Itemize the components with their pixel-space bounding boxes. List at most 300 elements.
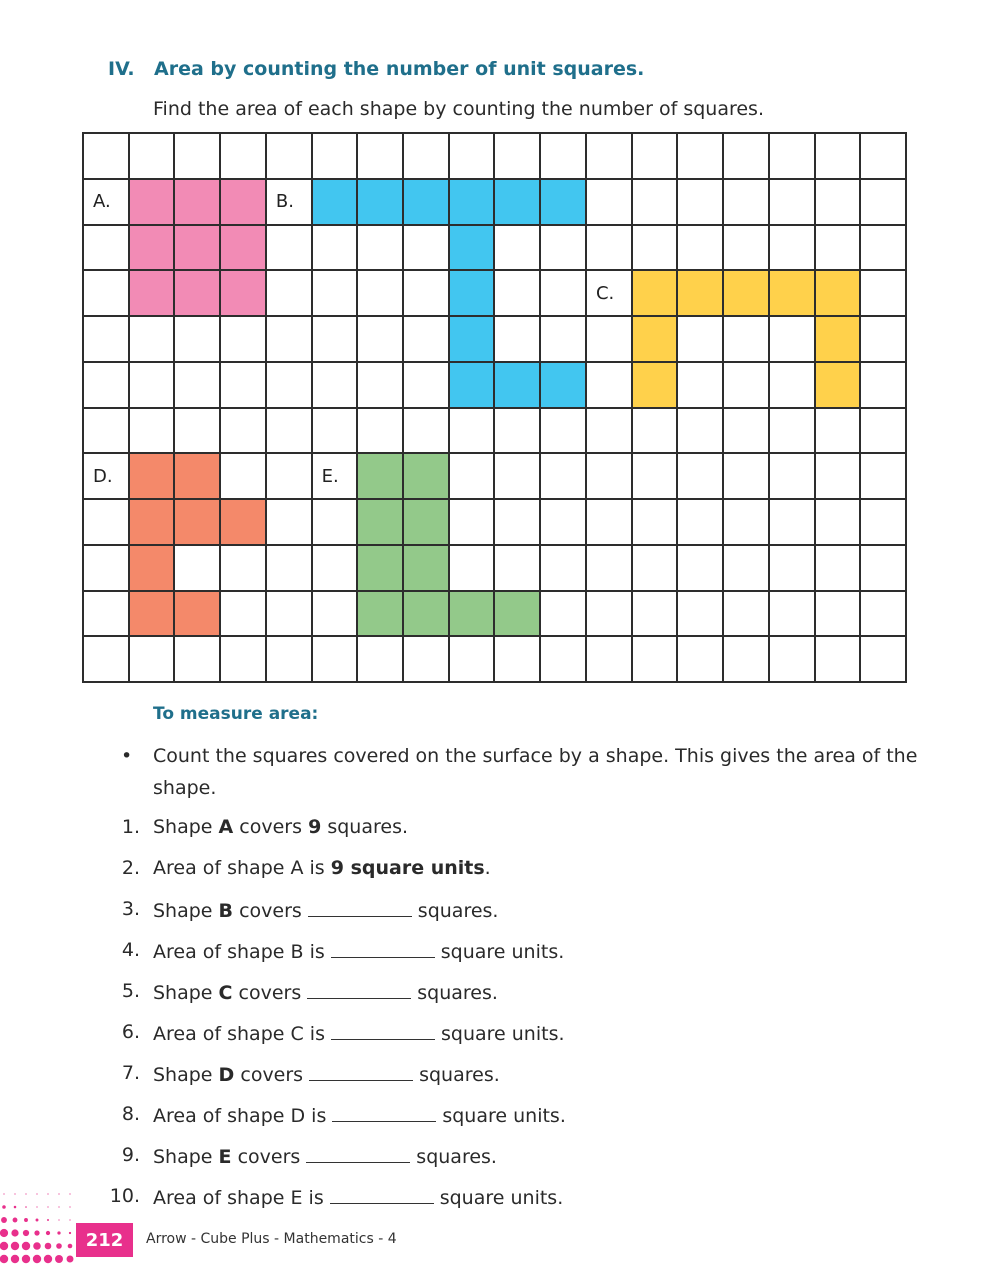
shape-d-square bbox=[175, 454, 221, 500]
grid-cell bbox=[587, 409, 633, 455]
shape-e-square bbox=[404, 592, 450, 638]
grid-cell bbox=[816, 180, 862, 226]
grid-cell bbox=[358, 271, 404, 317]
question-text-part: Shape bbox=[153, 900, 219, 922]
grid-cell bbox=[541, 271, 587, 317]
decorative-dot bbox=[11, 1229, 18, 1236]
question-bold-text: 9 bbox=[308, 816, 322, 838]
question-number: 3. bbox=[121, 898, 140, 920]
shape-a-square bbox=[175, 271, 221, 317]
grid-cell bbox=[450, 546, 496, 592]
grid-cell bbox=[724, 409, 770, 455]
shape-b-square bbox=[313, 180, 359, 226]
grid-cell bbox=[84, 271, 130, 317]
grid-cell bbox=[541, 637, 587, 683]
decorative-dot bbox=[47, 1219, 49, 1221]
grid-cell bbox=[724, 363, 770, 409]
grid-cell bbox=[770, 226, 816, 272]
decorative-dot bbox=[25, 1193, 26, 1194]
answer-blank[interactable] bbox=[309, 1062, 413, 1081]
question-text-part: Area of shape E is bbox=[153, 1187, 324, 1209]
answer-blank[interactable] bbox=[307, 980, 411, 999]
grid-cell bbox=[861, 409, 907, 455]
grid-cell bbox=[587, 363, 633, 409]
shape-b-square bbox=[495, 180, 541, 226]
grid-cell bbox=[541, 409, 587, 455]
grid-cell bbox=[587, 134, 633, 180]
decorative-dot bbox=[56, 1243, 62, 1249]
grid-cell bbox=[861, 180, 907, 226]
grid-cell bbox=[313, 409, 359, 455]
question-number: 9. bbox=[121, 1144, 140, 1166]
grid-cell bbox=[724, 317, 770, 363]
question-text-part: covers bbox=[233, 900, 302, 922]
question-number: 5. bbox=[121, 980, 140, 1002]
grid-cell bbox=[633, 592, 679, 638]
grid-cell bbox=[861, 363, 907, 409]
grid-cell bbox=[678, 134, 724, 180]
shape-d-square bbox=[221, 500, 267, 546]
shape-b-square bbox=[450, 226, 496, 272]
grid-cell bbox=[84, 134, 130, 180]
grid-cell bbox=[861, 637, 907, 683]
grid-cell bbox=[770, 134, 816, 180]
shape-e-square bbox=[358, 592, 404, 638]
decorative-dot bbox=[33, 1255, 41, 1263]
shape-b-square bbox=[541, 180, 587, 226]
grid-cell bbox=[633, 226, 679, 272]
grid-cell bbox=[267, 500, 313, 546]
grid-cell bbox=[267, 134, 313, 180]
question-number: 8. bbox=[121, 1103, 140, 1125]
question-text bbox=[153, 1103, 566, 1127]
grid-cell bbox=[678, 637, 724, 683]
shape-c-square bbox=[816, 363, 862, 409]
grid-cell bbox=[267, 226, 313, 272]
grid-cell bbox=[724, 592, 770, 638]
grid-cell bbox=[221, 546, 267, 592]
question-text-part: squares. bbox=[417, 900, 499, 922]
grid-cell bbox=[587, 637, 633, 683]
grid-cell bbox=[724, 180, 770, 226]
decorative-dot bbox=[36, 1193, 37, 1194]
shape-e-square bbox=[358, 500, 404, 546]
question-bold-text: A bbox=[218, 816, 234, 838]
shape-e-square bbox=[450, 592, 496, 638]
decorative-dot bbox=[33, 1242, 41, 1250]
grid-cell bbox=[267, 546, 313, 592]
shape-b-square bbox=[450, 363, 496, 409]
shape-e-square bbox=[404, 454, 450, 500]
shape-a-square bbox=[130, 271, 176, 317]
grid-cell bbox=[633, 180, 679, 226]
question-text-part: covers bbox=[232, 982, 302, 1004]
answer-blank[interactable] bbox=[332, 1103, 436, 1122]
decorative-dot bbox=[57, 1231, 60, 1234]
shape-a-square bbox=[221, 226, 267, 272]
question-item bbox=[100, 857, 491, 885]
grid-cell bbox=[724, 637, 770, 683]
question-text-part: covers bbox=[231, 1146, 301, 1168]
grid-cell bbox=[313, 226, 359, 272]
decorative-dot bbox=[47, 1193, 48, 1194]
shape-d-square bbox=[175, 592, 221, 638]
bullet-text: Count the squares covered on the surface by a shape. This gives the area of the shape. bbox=[153, 745, 918, 799]
question-text bbox=[153, 1062, 500, 1086]
grid-cell bbox=[587, 180, 633, 226]
grid-cell bbox=[587, 317, 633, 363]
shape-d-square bbox=[130, 500, 176, 546]
grid-cell bbox=[267, 317, 313, 363]
grid-cell bbox=[404, 637, 450, 683]
grid-cell bbox=[541, 546, 587, 592]
grid-cell bbox=[678, 226, 724, 272]
shape-e-square bbox=[404, 500, 450, 546]
grid-cell bbox=[84, 592, 130, 638]
grid-cell bbox=[724, 454, 770, 500]
grid-cell bbox=[724, 226, 770, 272]
grid-cell bbox=[816, 592, 862, 638]
shape-label: B. bbox=[275, 191, 294, 213]
shape-b-square bbox=[450, 317, 496, 363]
decorative-dot bbox=[36, 1219, 39, 1222]
grid-cell bbox=[587, 546, 633, 592]
grid-cell bbox=[84, 409, 130, 455]
shape-b-square bbox=[450, 180, 496, 226]
grid-cell bbox=[541, 226, 587, 272]
shape-c-square bbox=[678, 271, 724, 317]
decorative-dot bbox=[0, 1242, 8, 1250]
grid-cell bbox=[267, 409, 313, 455]
grid-cell bbox=[678, 454, 724, 500]
question-text-part: Area of shape B is bbox=[153, 941, 325, 963]
grid-cell bbox=[587, 454, 633, 500]
question-text-part: squares. bbox=[419, 1064, 500, 1086]
answer-blank[interactable] bbox=[331, 939, 435, 958]
question-bold-text: E bbox=[218, 1146, 232, 1168]
question-text-part: square units. bbox=[440, 1023, 565, 1045]
decorative-dot bbox=[22, 1242, 30, 1250]
book-title: Arrow - Cube Plus - Mathematics - 4 bbox=[146, 1231, 397, 1247]
grid-cell bbox=[358, 637, 404, 683]
grid-cell bbox=[221, 592, 267, 638]
question-item bbox=[100, 1021, 565, 1049]
decorative-dot bbox=[11, 1242, 19, 1250]
grid-cell bbox=[130, 317, 176, 363]
question-item bbox=[100, 1144, 497, 1172]
question-item bbox=[100, 1062, 500, 1090]
question-text-part: Shape bbox=[153, 982, 219, 1004]
question-text bbox=[153, 939, 564, 963]
grid-cell bbox=[678, 546, 724, 592]
shape-label: D. bbox=[93, 465, 113, 487]
question-text-part: . bbox=[484, 857, 491, 879]
shape-label: A. bbox=[93, 191, 111, 213]
grid-cell bbox=[175, 637, 221, 683]
grid-cell bbox=[861, 500, 907, 546]
decorative-dot bbox=[23, 1230, 29, 1236]
grid-cell bbox=[175, 317, 221, 363]
grid-cell bbox=[816, 454, 862, 500]
grid-cell bbox=[861, 134, 907, 180]
grid-cell bbox=[267, 592, 313, 638]
shape-c-square bbox=[633, 317, 679, 363]
decorative-dot bbox=[46, 1231, 50, 1235]
grid-cell bbox=[770, 637, 816, 683]
grid-cell bbox=[84, 546, 130, 592]
grid-cell bbox=[130, 409, 176, 455]
question-text-part: square units. bbox=[442, 1105, 566, 1127]
grid-cell bbox=[450, 409, 496, 455]
answer-blank[interactable] bbox=[330, 1185, 434, 1204]
decorative-dot bbox=[34, 1230, 39, 1235]
question-bold-text: B bbox=[218, 900, 234, 922]
grid-cell bbox=[495, 500, 541, 546]
decorative-dot bbox=[69, 1219, 70, 1220]
grid-cell bbox=[84, 363, 130, 409]
grid-cell bbox=[84, 500, 130, 546]
shape-e-square bbox=[358, 546, 404, 592]
grid-cell bbox=[770, 180, 816, 226]
question-number: 1. bbox=[121, 816, 140, 838]
grid-cell bbox=[404, 134, 450, 180]
shape-a-square bbox=[221, 271, 267, 317]
grid-cell bbox=[175, 134, 221, 180]
grid-cell bbox=[770, 500, 816, 546]
shape-e-square bbox=[404, 546, 450, 592]
grid-cell bbox=[770, 454, 816, 500]
question-text bbox=[153, 1021, 565, 1045]
shape-a-square bbox=[130, 226, 176, 272]
shape-b-square bbox=[541, 363, 587, 409]
question-item bbox=[100, 939, 565, 967]
question-item bbox=[100, 980, 498, 1008]
grid-cell bbox=[221, 454, 267, 500]
decorative-dot bbox=[69, 1193, 70, 1194]
grid-cell bbox=[816, 134, 862, 180]
answer-blank[interactable] bbox=[306, 1144, 410, 1163]
section-number: IV. bbox=[108, 58, 135, 80]
shape-d-square bbox=[175, 500, 221, 546]
grid-cell bbox=[861, 546, 907, 592]
decorative-dot bbox=[14, 1206, 17, 1209]
question-number: 10. bbox=[109, 1185, 140, 1207]
question-number: 4. bbox=[121, 939, 140, 961]
question-bold-text: D bbox=[218, 1064, 235, 1086]
grid-cell bbox=[267, 180, 313, 226]
shape-label: C. bbox=[595, 282, 615, 304]
instruction-text: Find the area of each shape by counting the number of squares. bbox=[153, 98, 764, 120]
grid-cell bbox=[404, 363, 450, 409]
shape-c-square bbox=[816, 317, 862, 363]
grid-cell bbox=[724, 546, 770, 592]
question-item bbox=[100, 898, 499, 926]
grid-cell bbox=[678, 592, 724, 638]
question-text-part: Shape bbox=[153, 1064, 219, 1086]
question-text-part: covers bbox=[233, 816, 309, 838]
decorative-dot bbox=[3, 1193, 4, 1194]
question-text bbox=[153, 816, 408, 838]
grid-cell bbox=[541, 500, 587, 546]
shape-b-square bbox=[495, 363, 541, 409]
question-text-part: square units. bbox=[439, 1187, 564, 1209]
grid-cell bbox=[267, 271, 313, 317]
grid-cell bbox=[770, 409, 816, 455]
grid-cell bbox=[84, 226, 130, 272]
grid-cell bbox=[358, 317, 404, 363]
decorative-dot bbox=[25, 1206, 27, 1208]
grid-cell bbox=[404, 409, 450, 455]
decorative-dot bbox=[0, 1229, 8, 1237]
grid-cell bbox=[404, 317, 450, 363]
question-text-part: Shape bbox=[153, 816, 219, 838]
question-text-part: Area of shape C is bbox=[153, 1023, 325, 1045]
decorative-dot bbox=[58, 1193, 59, 1194]
grid-cell bbox=[130, 363, 176, 409]
section-title: Area by counting the number of unit squares. bbox=[154, 58, 645, 80]
grid-cell bbox=[587, 271, 633, 317]
shape-d-square bbox=[130, 592, 176, 638]
shape-d-square bbox=[130, 546, 176, 592]
question-bold-text: 9 square units bbox=[330, 857, 485, 879]
grid-cell bbox=[678, 409, 724, 455]
grid-cell bbox=[450, 637, 496, 683]
grid-cell bbox=[313, 363, 359, 409]
decorative-dot bbox=[69, 1206, 70, 1207]
grid-cell bbox=[724, 134, 770, 180]
decorative-dot bbox=[69, 1232, 71, 1234]
question-text-part: square units. bbox=[440, 941, 565, 963]
grid-cell bbox=[541, 592, 587, 638]
answer-blank[interactable] bbox=[331, 1021, 435, 1040]
grid-cell bbox=[633, 454, 679, 500]
grid-cell bbox=[358, 409, 404, 455]
grid-cell bbox=[861, 271, 907, 317]
grid-cell bbox=[175, 409, 221, 455]
grid-cell bbox=[541, 454, 587, 500]
grid-cell bbox=[816, 500, 862, 546]
grid-cell bbox=[861, 592, 907, 638]
measure-heading: To measure area: bbox=[153, 704, 319, 724]
question-text-part: Area of shape D is bbox=[153, 1105, 327, 1127]
answer-blank[interactable] bbox=[308, 898, 412, 917]
grid-cell bbox=[678, 180, 724, 226]
grid-cell bbox=[816, 546, 862, 592]
shape-c-square bbox=[724, 271, 770, 317]
grid-cell bbox=[816, 226, 862, 272]
decorative-dot bbox=[24, 1218, 28, 1222]
grid-cell bbox=[724, 500, 770, 546]
shape-b-square bbox=[450, 271, 496, 317]
grid-cell bbox=[450, 500, 496, 546]
question-text bbox=[153, 980, 498, 1004]
shape-e-square bbox=[495, 592, 541, 638]
decorative-dot bbox=[11, 1255, 19, 1263]
question-bold-text: C bbox=[218, 982, 233, 1004]
decorative-dot bbox=[67, 1256, 74, 1263]
question-number: 7. bbox=[121, 1062, 140, 1084]
grid-cell bbox=[678, 500, 724, 546]
grid-cell bbox=[221, 409, 267, 455]
grid-cell bbox=[84, 454, 130, 500]
grid-cell bbox=[267, 454, 313, 500]
shape-c-square bbox=[770, 271, 816, 317]
decorative-dot bbox=[44, 1255, 52, 1263]
grid-cell bbox=[404, 226, 450, 272]
grid-cell bbox=[495, 271, 541, 317]
grid-cell bbox=[84, 637, 130, 683]
grid-cell bbox=[678, 363, 724, 409]
grid-cell bbox=[313, 134, 359, 180]
grid-cell bbox=[495, 546, 541, 592]
grid-cell bbox=[861, 317, 907, 363]
bullet-dot-icon: • bbox=[121, 745, 133, 767]
question-number: 2. bbox=[121, 857, 140, 879]
grid-cell bbox=[633, 637, 679, 683]
grid-cell bbox=[495, 454, 541, 500]
grid-cell bbox=[770, 363, 816, 409]
grid-cell bbox=[633, 134, 679, 180]
shape-a-square bbox=[175, 226, 221, 272]
question-text bbox=[153, 1185, 563, 1209]
grid-cell bbox=[221, 317, 267, 363]
decorative-dot bbox=[68, 1244, 73, 1249]
grid-cell bbox=[221, 134, 267, 180]
grid-cell bbox=[450, 134, 496, 180]
grid-cell bbox=[861, 226, 907, 272]
question-text-part: covers bbox=[234, 1064, 304, 1086]
grid-cell bbox=[495, 134, 541, 180]
question-item bbox=[100, 1103, 566, 1131]
decorative-dot bbox=[14, 1193, 15, 1194]
shape-d-square bbox=[130, 454, 176, 500]
shape-c-square bbox=[633, 271, 679, 317]
question-item bbox=[100, 816, 409, 844]
question-text-part: squares. bbox=[417, 982, 498, 1004]
grid-cell bbox=[313, 271, 359, 317]
shape-e-square bbox=[358, 454, 404, 500]
decorative-dot bbox=[45, 1243, 52, 1250]
question-text bbox=[153, 857, 491, 879]
grid-cell bbox=[587, 592, 633, 638]
grid-cell bbox=[450, 454, 496, 500]
grid-cell bbox=[84, 180, 130, 226]
grid-cell bbox=[770, 317, 816, 363]
measure-bullet bbox=[121, 740, 921, 804]
grid-cell bbox=[267, 637, 313, 683]
decorative-dot bbox=[58, 1219, 59, 1220]
square-grid bbox=[82, 132, 907, 683]
grid-cell bbox=[175, 546, 221, 592]
grid-cell bbox=[495, 226, 541, 272]
grid-cell bbox=[221, 637, 267, 683]
grid-cell bbox=[313, 500, 359, 546]
grid-cell bbox=[404, 271, 450, 317]
grid-cell bbox=[495, 317, 541, 363]
shape-c-square bbox=[633, 363, 679, 409]
grid-cell bbox=[633, 546, 679, 592]
grid-cell bbox=[816, 637, 862, 683]
decorative-dot bbox=[22, 1255, 30, 1263]
grid-cell bbox=[678, 317, 724, 363]
decorative-dot bbox=[55, 1255, 63, 1263]
grid-cell bbox=[313, 454, 359, 500]
section-heading bbox=[108, 58, 644, 80]
question-text bbox=[153, 898, 498, 922]
grid-cell bbox=[770, 546, 816, 592]
shape-c-square bbox=[816, 271, 862, 317]
shape-b-square bbox=[358, 180, 404, 226]
